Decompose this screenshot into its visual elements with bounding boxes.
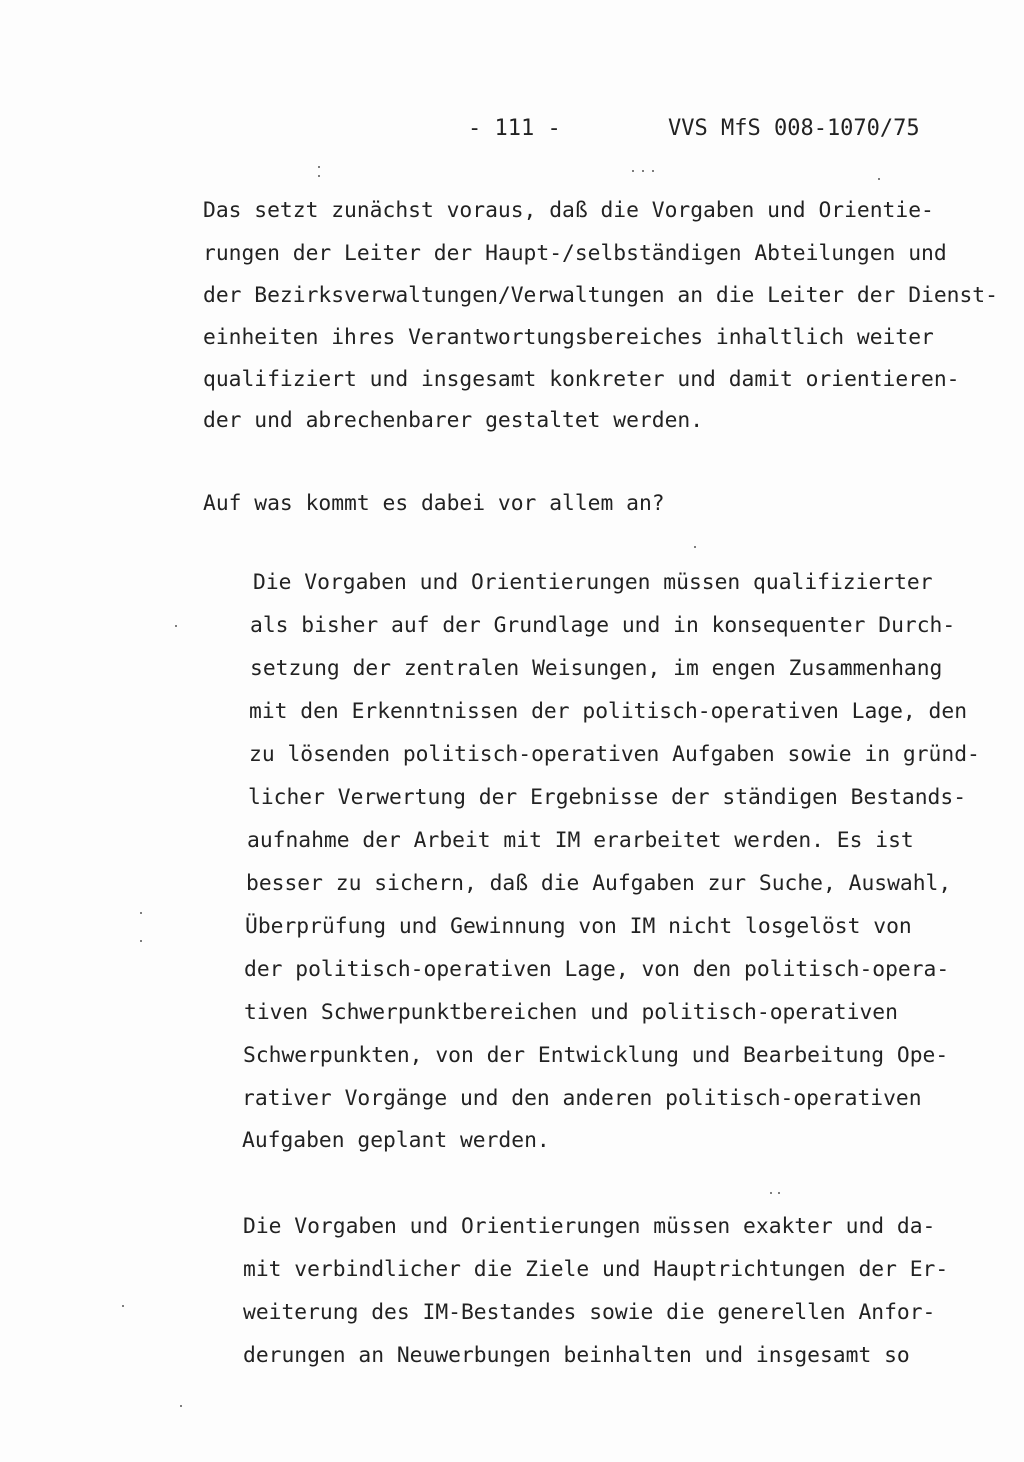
- scan-speck: [652, 170, 654, 172]
- text-line: derungen an Neuwerbungen beinhalten und insgesamt so: [243, 1343, 910, 1368]
- text-line: rativer Vorgänge und den anderen politisch-operativen: [242, 1086, 922, 1111]
- page-header: [0, 116, 1024, 146]
- text-line: tiven Schwerpunktbereichen und politisch-operativen: [244, 1000, 898, 1025]
- scan-speck: [642, 170, 644, 172]
- scan-speck: [770, 1192, 772, 1194]
- text-line: qualifiziert und insgesamt konkreter und damit orientieren-: [203, 367, 960, 392]
- scan-speck: [122, 1305, 124, 1307]
- scan-speck: [778, 1192, 780, 1194]
- text-line: Aufgaben geplant werden.: [242, 1128, 550, 1153]
- text-line: Die Vorgaben und Orientierungen müssen qualifizierter: [253, 570, 933, 595]
- text-line: der politisch-operativen Lage, von den politisch-opera-: [244, 957, 950, 982]
- scan-speck: [318, 166, 320, 168]
- text-line: Die Vorgaben und Orientierungen müssen exakter und da-: [243, 1214, 936, 1239]
- question-line: Auf was kommt es dabei vor allem an?: [203, 491, 665, 516]
- text-line: besser zu sichern, daß die Aufgaben zur Suche, Auswahl,: [246, 871, 952, 896]
- text-line: Schwerpunkten, von der Entwicklung und Bearbeitung Ope-: [243, 1043, 949, 1068]
- scan-speck: [632, 170, 634, 172]
- scan-speck: [180, 1405, 182, 1407]
- text-line: als bisher auf der Grundlage und in konsequenter Durch-: [250, 613, 956, 638]
- scan-speck: [694, 546, 696, 548]
- text-line: einheiten ihres Verantwortungsbereiches inhaltlich weiter: [203, 325, 934, 350]
- text-line: rungen der Leiter der Haupt-/selbständigen Abteilungen und: [203, 241, 947, 266]
- text-line: setzung der zentralen Weisungen, im engen Zusammenhang: [250, 656, 943, 681]
- scan-speck: [175, 625, 177, 627]
- text-line: zu lösenden politisch-operativen Aufgaben sowie in gründ-: [249, 742, 980, 767]
- document-reference: VVS MfS 008-1070/75: [668, 116, 920, 141]
- text-line: aufnahme der Arbeit mit IM erarbeitet werden. Es ist: [247, 828, 914, 853]
- scan-speck: [878, 178, 880, 180]
- text-line: Überprüfung und Gewinnung von IM nicht losgelöst von: [245, 914, 912, 939]
- page-number: - 111 -: [468, 116, 561, 141]
- scan-speck: [140, 912, 142, 914]
- text-line: mit den Erkenntnissen der politisch-operativen Lage, den: [249, 699, 968, 724]
- text-line: mit verbindlicher die Ziele und Hauptrichtungen der Er-: [243, 1257, 949, 1282]
- text-line: der und abrechenbarer gestaltet werden.: [203, 408, 704, 433]
- scan-speck: [140, 940, 142, 942]
- text-line: Das setzt zunächst voraus, daß die Vorgaben und Orientie-: [203, 198, 934, 223]
- text-line: weiterung des IM-Bestandes sowie die generellen Anfor-: [243, 1300, 936, 1325]
- scan-speck: [318, 175, 320, 177]
- text-line: licher Verwertung der Ergebnisse der ständigen Bestands-: [248, 785, 967, 810]
- text-line: der Bezirksverwaltungen/Verwaltungen an die Leiter der Dienst-: [203, 283, 998, 308]
